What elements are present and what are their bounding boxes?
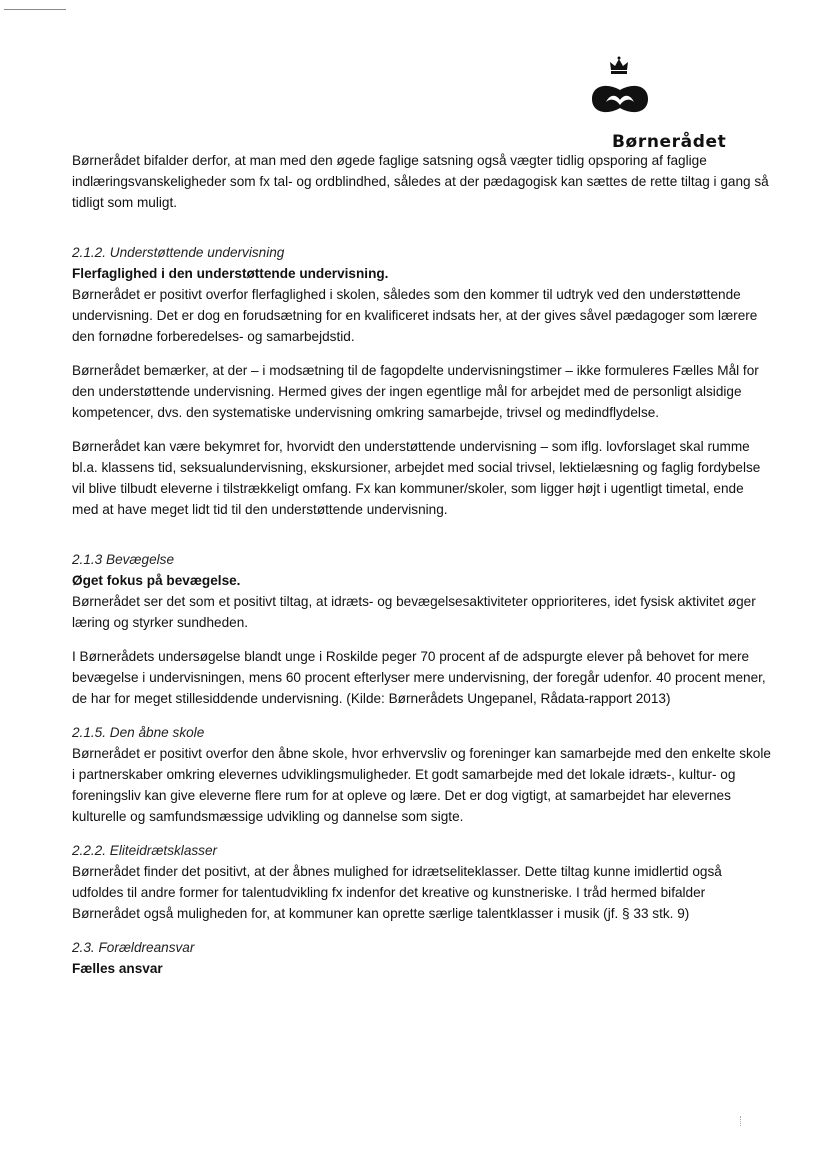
paragraph: Børnerådet bemærker, at der – i modsætning til de fagopdelte undervisningstimer – ikke formuleres Fælles Mål for den understøttende undervisning. Hermed gives der ingen egentlige mål for arbejdet med de personligt alsidige kompetencer, dvs. den systematiske undervisning omkring samarbejde, trivsel og medindflydelse. — [72, 363, 759, 420]
section-heading-2-1-3: 2.1.3 Bevægelse — [72, 552, 175, 567]
emblem-icon — [588, 80, 652, 118]
section-subheading: Øget fokus på bevægelse. — [72, 573, 241, 588]
paragraph: I Børnerådets undersøgelse blandt unge i Roskilde peger 70 procent af de adspurgte elever på behovet for mere bevægelse i undervisningen, mens 60 procent efterlyser mere undervisning, der foregår udenfor. 40 procent mener, de har for meget stillesiddende undervisning. (Kilde: Børnerådets Ungepanel, Rådata-rapport 2013) — [72, 649, 766, 706]
section-heading-2-1-5: 2.1.5. Den åbne skole — [72, 725, 205, 740]
crown-icon — [608, 56, 630, 76]
scan-artifact-line — [4, 9, 66, 10]
section-heading-2-1-2: 2.1.2. Understøttende undervisning — [72, 245, 285, 260]
document-body — [72, 150, 772, 979]
section-subheading: Flerfaglighed i den understøttende undervisning. — [72, 266, 389, 281]
paragraph: Børnerådet finder det positivt, at der åbnes mulighed for idrætseliteklasser. Dette tiltag kunne imidlertid også udfoldes til andre former for talentudvikling fx indenfor det kreative og kunstneriske. I tråd hermed bifalder Børnerådet også muligheden for, at kommuner kan oprette særlige talentklasser i musik (jf. § 33 stk. 9) — [72, 864, 722, 921]
paragraph: Børnerådet kan være bekymret for, hvorvidt den understøttende undervisning – som iflg. lovforslaget skal rumme bl.a. klassens tid, seksualundervisning, ekskursioner, arbejdet med social trivsel, lektielæsning og faglig fordybelse vil blive tilbudt eleverne i tilstrækkeligt omfang. Fx kan kommuner/skoler, som ligger højt i ugentligt timetal, ende med at have meget lidt tid til den understøttende undervisning. — [72, 439, 761, 517]
paragraph: Børnerådet er positivt overfor den åbne skole, hvor erhvervsliv og foreninger kan samarbejde med den enkelte skole i partnerskaber omkring elevernes udviklingsmuligheder. Et godt samarbejde med det lokale idræts-, kultur- og foreningsliv kan give eleverne flere rum for at opleve og lære. Det er dog vigtigt, at samarbejdet har elevernes kulturelle og samfundsmæssige udvikling og dannelse som sigte. — [72, 746, 771, 824]
brand-name: Børnerådet — [612, 132, 727, 152]
scan-artifact-mark — [740, 1116, 747, 1126]
section-subheading: Fælles ansvar — [72, 961, 163, 976]
section-heading-2-3: 2.3. Forældreansvar — [72, 940, 195, 955]
intro-paragraph: Børnerådet bifalder derfor, at man med den øgede faglige satsning også vægter tidlig opsporing af faglige indlæringsvanskeligheder som fx tal- og ordblindhed, således at der pædagogisk kan sættes de rette tiltag i gang så tidligt som muligt. — [72, 153, 769, 210]
paragraph: Børnerådet er positivt overfor flerfaglighed i skolen, således som den kommer til udtryk ved den understøttende undervisning. Det er dog en forudsætning for en kvalificeret indsats her, at der gives såvel pædagoger som lærere den fornødne forberedelses- og samarbejdstid. — [72, 287, 758, 344]
section-heading-2-2-2: 2.2.2. Eliteidrætsklasser — [72, 843, 218, 858]
brand-logo — [588, 56, 758, 156]
paragraph: Børnerådet ser det som et positivt tiltag, at idræts- og bevægelsesaktiviteter opprioriteres, idet fysisk aktivitet øger læring og styrker sundheden. — [72, 594, 756, 630]
